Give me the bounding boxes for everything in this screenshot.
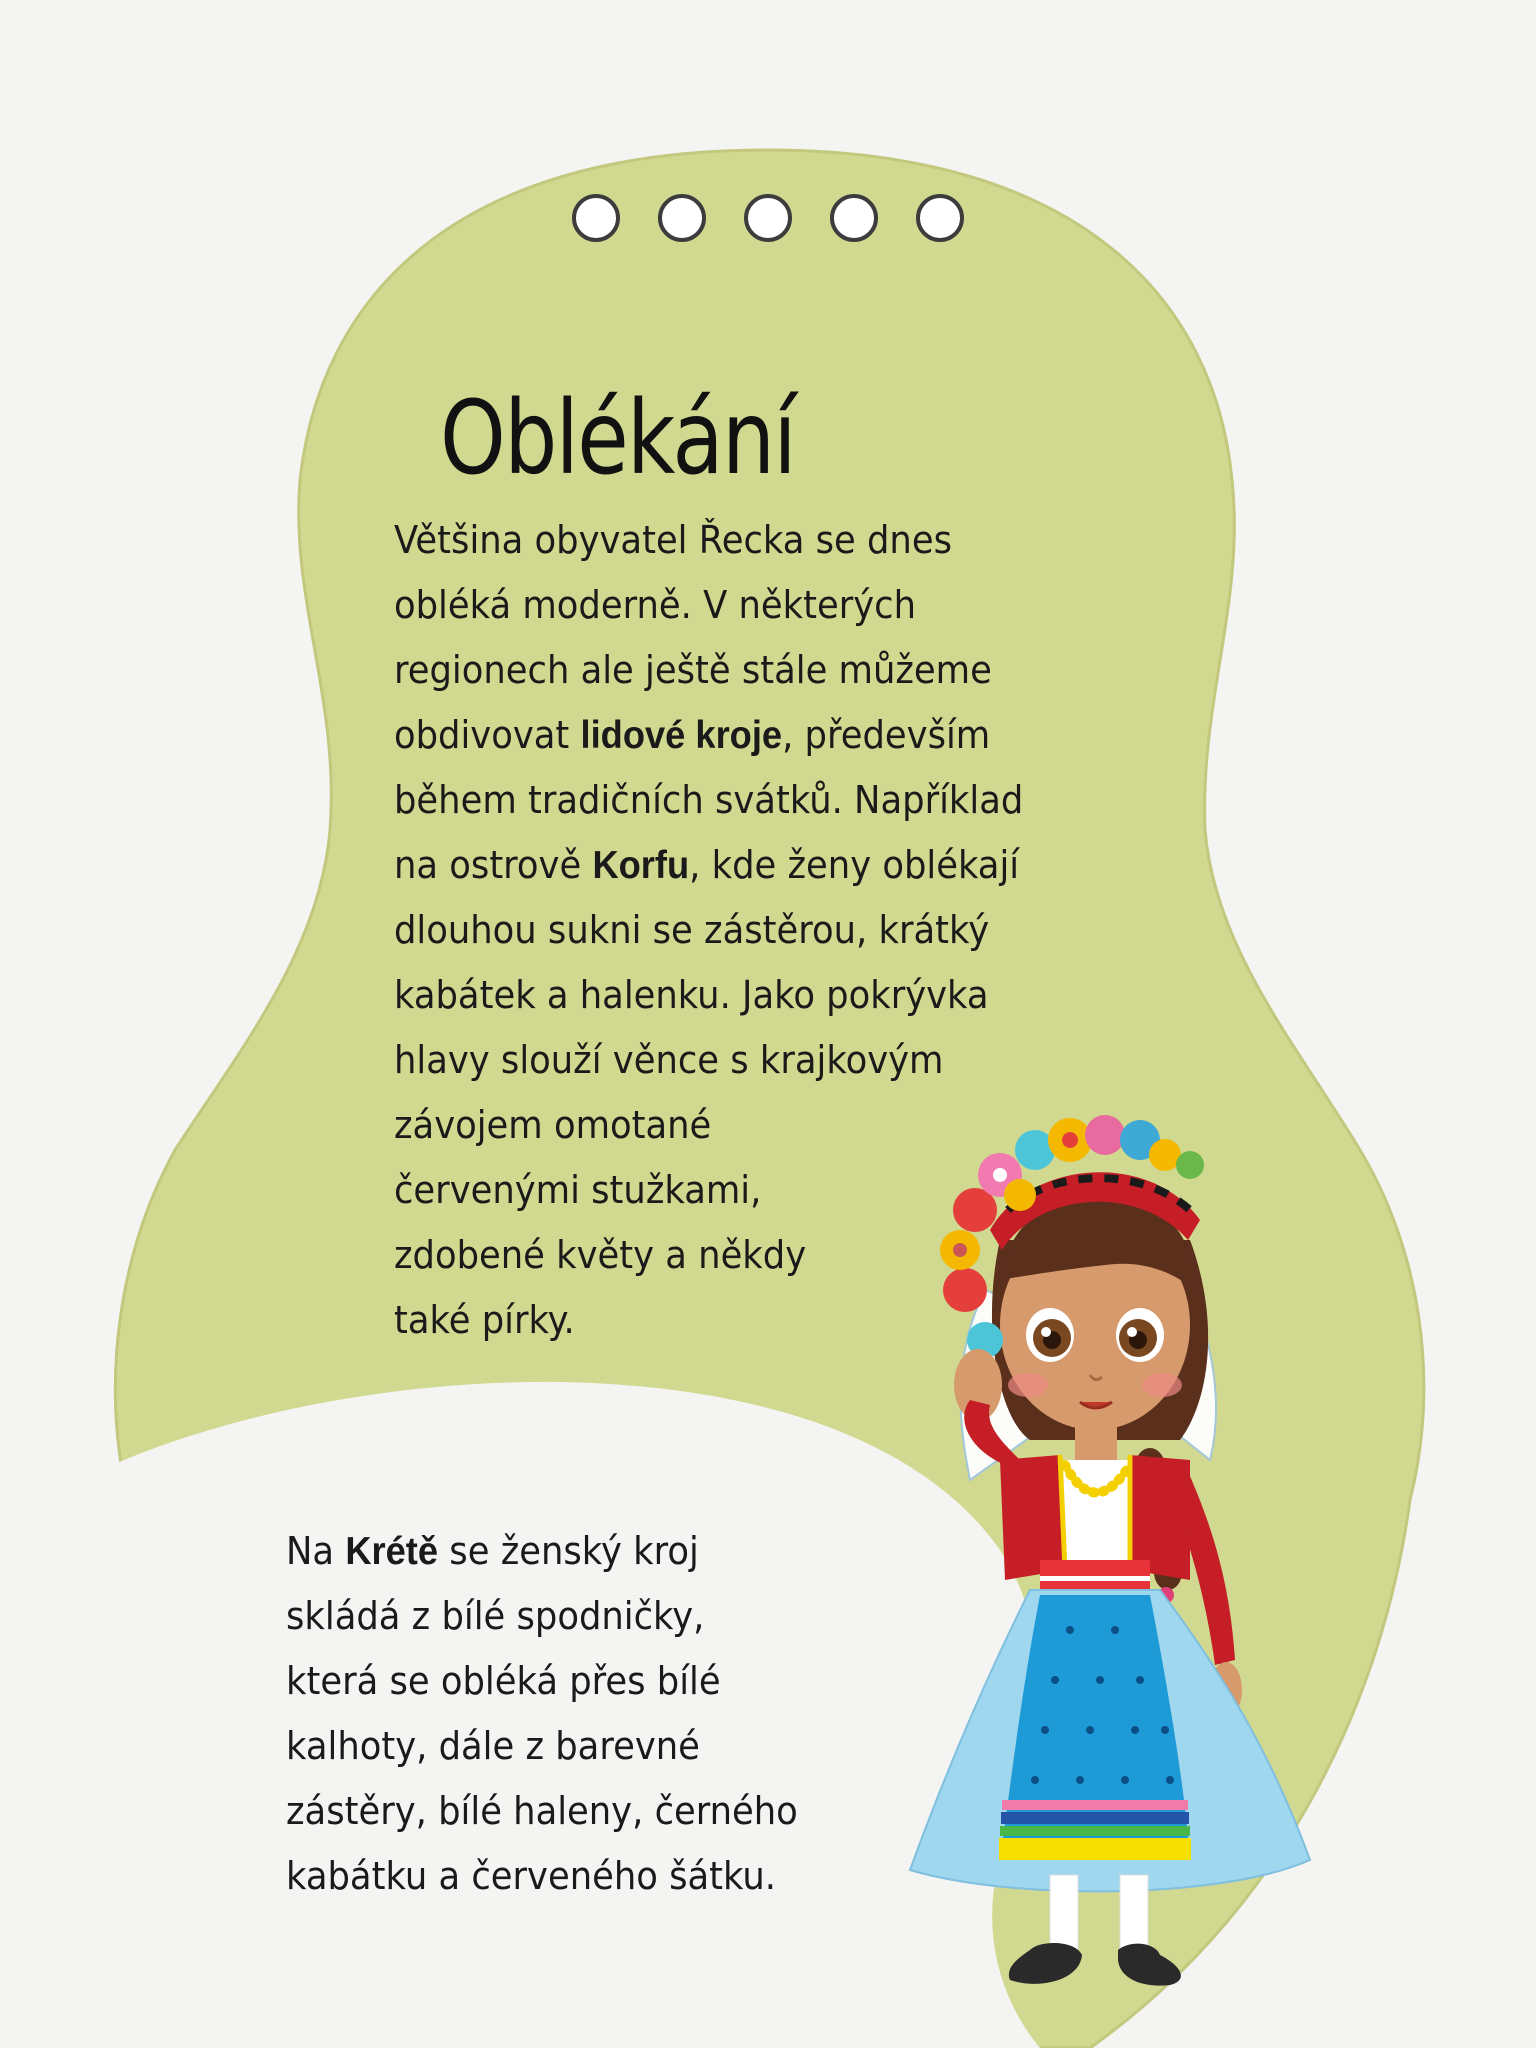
- text-line: [394, 573, 1023, 638]
- text-line: [286, 1779, 798, 1844]
- page-title: Oblékání: [440, 379, 795, 499]
- text-segment: kabátek a halenku. Jako pokrývka: [394, 973, 989, 1017]
- text-segment: regionech ale ještě stále můžeme: [394, 648, 992, 692]
- text-segment: zdobené květy a někdy: [394, 1233, 807, 1277]
- highlighted-term: lidové kroje: [580, 714, 783, 757]
- text-segment: také pírky.: [394, 1298, 575, 1342]
- text-line: [286, 1584, 798, 1649]
- text-segment: během tradičních svátků. Například: [394, 778, 1024, 822]
- shoe: [1118, 1944, 1181, 1986]
- text-segment: zástěry, bílé haleny, černého: [286, 1789, 798, 1833]
- text-line: [394, 768, 1023, 833]
- text-segment: hlavy slouží věnce s krajkovým: [394, 1038, 944, 1082]
- text-line: [394, 833, 1023, 898]
- apron-stripe: [1001, 1812, 1189, 1824]
- neck: [1075, 1420, 1117, 1465]
- text-line: [286, 1649, 798, 1714]
- text-line: [394, 508, 1023, 573]
- text-segment: která se obléká přes bílé: [286, 1659, 721, 1703]
- highlighted-term: Krétě: [345, 1530, 439, 1573]
- text-line: [394, 898, 1023, 963]
- text-line: [286, 1519, 798, 1584]
- text-segment: , kde ženy oblékají: [689, 843, 1020, 887]
- paragraph-kreta: [286, 1519, 836, 1909]
- text-segment: dlouhou sukni se zástěrou, krátký: [394, 908, 990, 952]
- punch-hole: [746, 196, 790, 240]
- cheek: [1142, 1373, 1182, 1397]
- text-segment: , především: [782, 713, 991, 757]
- text-line: [394, 963, 1023, 1028]
- text-segment: skládá z bílé spodničky,: [286, 1594, 705, 1638]
- leg: [1050, 1875, 1078, 1950]
- leg: [1120, 1875, 1148, 1950]
- apron-stripe: [1002, 1800, 1188, 1810]
- text-segment: obléká moderně. V některých: [394, 583, 916, 627]
- apron-stripe: [999, 1838, 1191, 1860]
- text-line: [286, 1844, 798, 1909]
- shoe: [1009, 1943, 1082, 1984]
- text-segment: se ženský kroj: [438, 1529, 699, 1573]
- text-line: [394, 638, 1023, 703]
- text-segment: kabátku a červeného šátku.: [286, 1854, 777, 1898]
- text-segment: kalhoty, dále z barevné: [286, 1724, 700, 1768]
- text-line: [394, 1028, 1023, 1093]
- girl-illustration: [890, 1100, 1360, 2020]
- punch-hole: [832, 196, 876, 240]
- cheek: [1008, 1373, 1048, 1397]
- punch-hole: [574, 196, 618, 240]
- text-segment: závojem omotané: [394, 1103, 712, 1147]
- text-line: [394, 703, 1023, 768]
- punch-hole: [660, 196, 704, 240]
- text-line: [286, 1714, 798, 1779]
- highlighted-term: Korfu: [592, 844, 690, 887]
- text-segment: Většina obyvatel Řecka se dnes: [394, 518, 952, 562]
- belt: [1040, 1576, 1150, 1581]
- text-segment: Na: [286, 1529, 346, 1573]
- text-segment: červenými stužkami,: [394, 1168, 762, 1212]
- punch-hole: [918, 196, 962, 240]
- apron-stripe: [1000, 1826, 1190, 1836]
- text-segment: obdivovat: [394, 713, 581, 757]
- text-segment: na ostrově: [394, 843, 593, 887]
